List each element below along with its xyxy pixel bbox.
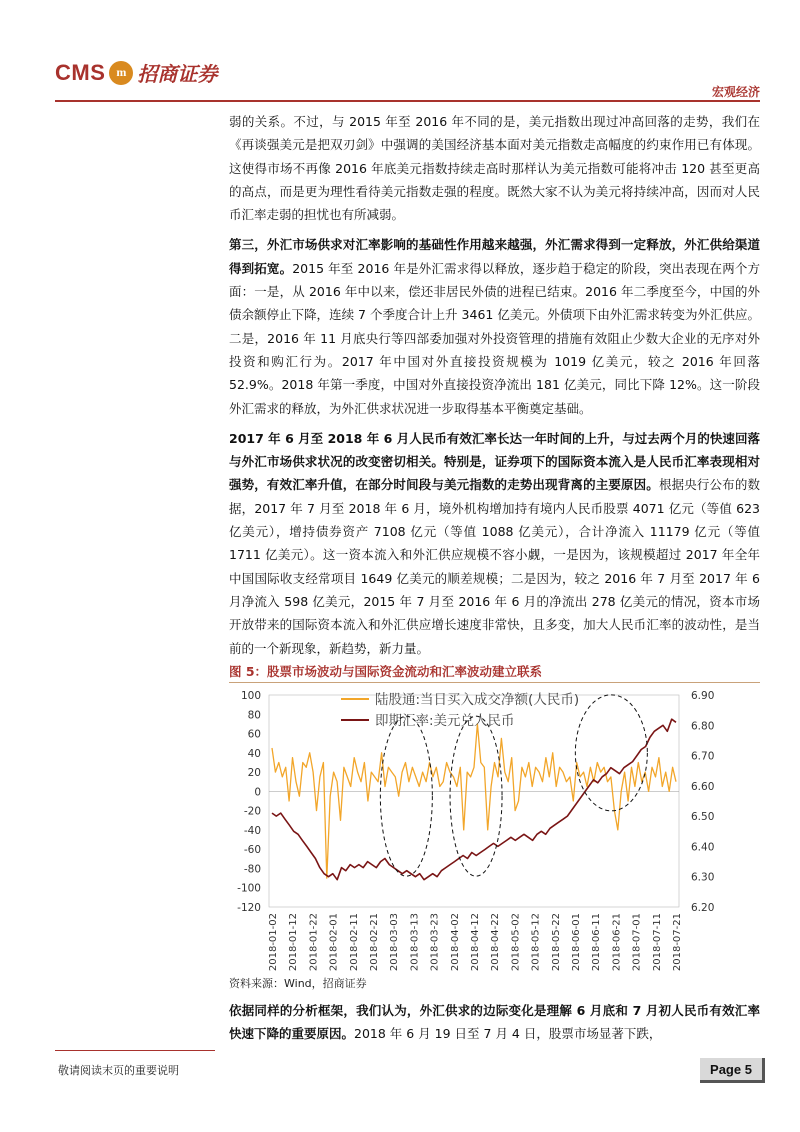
y-right-tick-label: 6.60	[691, 780, 715, 793]
series-line-1	[272, 724, 676, 878]
x-tick-label: 2018-06-11	[591, 913, 603, 972]
figure-title: 图 5：股票市场波动与国际资金流动和汇率波动建立联系	[229, 664, 543, 679]
x-tick-label: 2018-02-01	[328, 913, 340, 972]
x-tick-label: 2018-06-21	[611, 913, 623, 972]
x-tick-label: 2018-07-11	[651, 913, 663, 972]
y-right-tick-label: 6.80	[691, 720, 715, 733]
x-tick-label: 2018-01-22	[308, 913, 320, 972]
section-tag: 宏观经济	[711, 85, 760, 99]
text-run: 弱的关系。不过，与 2015 年至 2016 年不同的是，美元指数出现过冲高回落的走势，我们在《再谈强美元是把双刃剑》中强调的美国经济基本面对美元指数走高幅度的约束作用已有体现。这使得市场不再像 2016 年底美元指数持续走高时那样认为美元指数可能将冲击 120 甚至更高的高点，而是更为理性看待美元指数走强的程度。既然大家不认为美元将持续冲高，因而对人民币汇率走弱的担忧也有所减弱。	[229, 114, 760, 223]
page-number: Page 5	[700, 1058, 765, 1083]
y-left-tick-label: -60	[243, 844, 261, 857]
y-right-tick-label: 6.70	[691, 750, 715, 763]
y-right-tick-label: 6.40	[691, 841, 715, 854]
y-left-tick-label: -120	[237, 902, 261, 914]
logo-mark-icon: m	[109, 61, 133, 85]
y-right-tick-label: 6.90	[691, 690, 715, 702]
highlight-ellipse	[575, 695, 647, 811]
x-tick-label: 2018-02-21	[369, 913, 380, 972]
text-run: 2015 年至 2016 年是外汇需求得以释放，逐步趋于稳定的阶段，突出表现在两个方面：一是，从 2016 年中以来，偿还非居民外债的进程已结束。2016 年二季度至今，中国的外债余额停止下降，连续 7 个季度合计上升 3461 亿美元。外债项下由外汇需求转变为外汇供应。二是，2016 年 11 月底央行等四部委加强对外投资管理的措施有效阻止少数大企业的无序对外投资和购汇行为。2017 年中国对外直接投资规模为 1019 亿美元，较之 2016 年回落 52.9%。2018 年第一季度，中国对外直接投资净流出 181 亿美元，同比下降 12%。这一阶段外汇需求的释放，为外汇供求状况进一步取得基本平衡奠定基础。	[229, 260, 760, 416]
x-tick-label: 2018-01-02	[268, 913, 279, 972]
y-left-tick-label: -40	[243, 824, 261, 837]
page-header	[55, 58, 760, 102]
y-left-tick-label: 60	[247, 728, 261, 741]
x-tick-label: 2018-05-02	[510, 913, 522, 972]
figure-source: 资料来源：Wind，招商证券	[229, 977, 367, 990]
y-left-tick-label: 100	[240, 690, 261, 702]
series-line-2	[272, 719, 676, 880]
x-tick-label: 2018-03-23	[429, 913, 441, 972]
paragraph-1	[229, 110, 760, 226]
body-text	[229, 110, 760, 667]
x-tick-label: 2018-05-22	[550, 913, 562, 972]
y-right-tick-label: 6.30	[691, 871, 715, 884]
paragraph-3	[229, 427, 760, 660]
x-tick-label: 2018-06-01	[571, 913, 582, 972]
body-text-after	[229, 999, 760, 1053]
x-tick-label: 2018-02-11	[348, 913, 360, 972]
text-run: 2018 年 6 月 19 日至 7 月 4 日，股票市场显著下跌，	[354, 1026, 662, 1042]
y-left-tick-label: 40	[247, 747, 261, 760]
bold-text: 2017 年 6 月至 2018 年 6 月人民币有效汇率长达一年时间的上升，与过去两个月的快速回落与外汇市场供求状况的改变密切相关。特别是，证券项下的国际资本流入是人民币汇率表现相对强势，有效汇率升值，在部分时间段与美元指数的走势出现背离的主要原因。	[229, 430, 760, 493]
x-tick-label: 2018-01-12	[288, 913, 300, 972]
header-divider	[55, 100, 760, 102]
bold-text: 第三，外汇市场供求对汇率影响的基础性作用越来越强，外汇需求得到一定释放，外汇供给渠道得到拓宽。	[229, 237, 760, 276]
y-left-tick-label: 0	[254, 786, 261, 799]
x-tick-label: 2018-04-02	[449, 913, 461, 972]
y-right-tick-label: 6.50	[691, 811, 715, 824]
y-left-tick-label: -20	[243, 805, 261, 818]
y-right-tick-label: 6.20	[691, 902, 715, 914]
x-tick-label: 2018-04-12	[470, 913, 481, 972]
paragraph-4	[229, 999, 760, 1046]
bold-text: 依据同样的分析框架，我们认为，外汇供求的边际变化是理解 6 月底和 7 月初人民币有效汇率快速下降的重要原因。	[229, 1003, 760, 1042]
highlight-ellipse	[380, 716, 432, 876]
y-left-tick-label: -80	[243, 863, 261, 876]
legend-label: 即期汇率:美元兑人民币	[375, 713, 515, 729]
y-left-tick-label: -100	[237, 882, 261, 895]
paragraph-2	[229, 233, 760, 419]
line-chart	[229, 685, 760, 975]
footer-divider	[55, 1050, 215, 1051]
x-tick-label: 2018-07-01	[631, 913, 643, 972]
logo-cms-text: CMS	[55, 59, 106, 85]
y-left-tick-label: 20	[247, 767, 261, 780]
figure-divider	[229, 682, 760, 683]
x-tick-label: 2018-07-21	[672, 913, 683, 972]
text-run: 根据央行公布的数据，2017 年 7 月至 2018 年 6 月，境外机构增加持有境内人民币股票 4071 亿元（等值 623 亿美元），增持债券资产 7108 亿元（等值 1088 亿美元），合计净流入 11179 亿元（等值 1711 亿美元）。这一资本流入和外汇供应规模不容小觑，一是因为，该规模超过 2017 年全年中国国际收支经常项目 1649 亿美元的顺差规模；二是因为，较之 2016 年 7 月至 2017 年 6 月净流入 598 亿美元，2015 年 7 月至 2016 年 6 月的净流出 278 亿美元的情况，资本市场开放带来的国际资本流入和外汇供应增长速度非常快，且多变，加大人民币汇率的波动性，是当前的一个新现象，新趋势，新力量。	[229, 477, 760, 656]
y-left-tick-label: 80	[247, 709, 261, 722]
company-logo	[55, 58, 217, 87]
legend-label: 陆股通:当日买入成交净额(人民币)	[375, 692, 580, 708]
x-tick-label: 2018-04-22	[490, 913, 502, 972]
x-tick-label: 2018-03-13	[409, 913, 421, 972]
x-tick-label: 2018-03-03	[389, 913, 401, 972]
x-tick-label: 2018-05-12	[530, 913, 542, 972]
footer-note: 敬请阅读末页的重要说明	[58, 1064, 179, 1077]
logo-chinese-text: 招商证券	[137, 62, 218, 86]
